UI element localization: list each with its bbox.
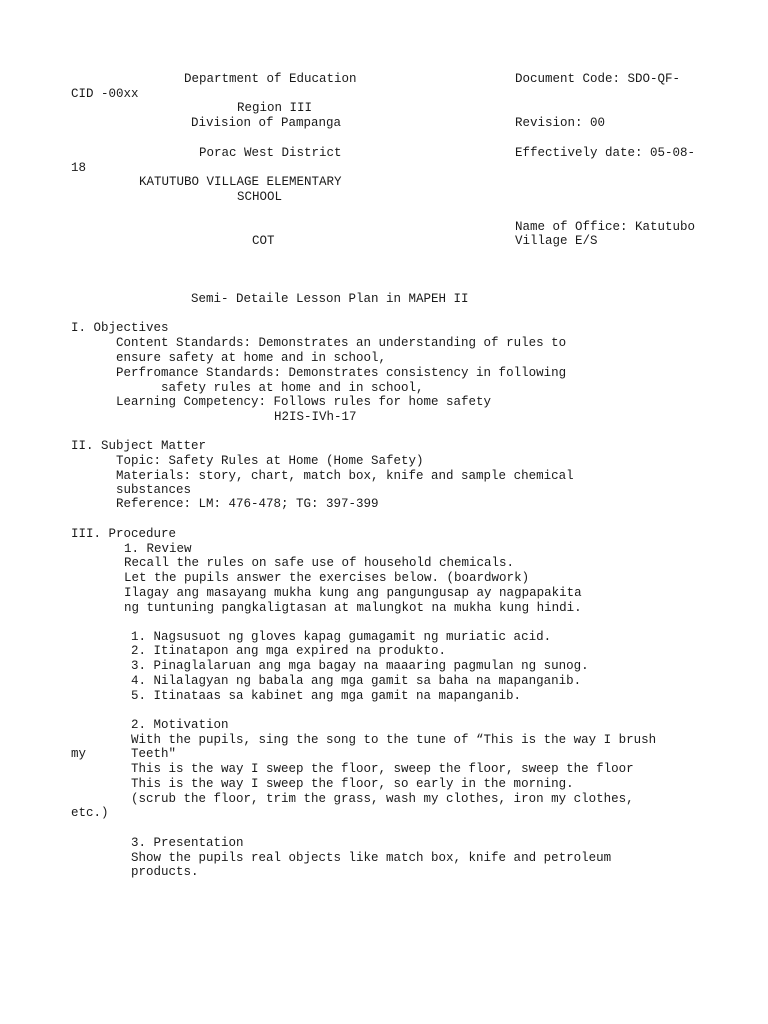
office-name: Name of Office: Katutubo [515,220,696,234]
materials-continued: substances [116,483,192,497]
motivation-line: (scrub the floor, trim the grass, wash my clothes, iron my clothes, [131,792,634,806]
objectives-heading: I. Objectives [71,321,169,335]
subject-matter-heading: II. Subject Matter [71,439,207,453]
presentation-line: Show the pupils real objects like match box, knife and petroleum [131,851,612,865]
division: Division of Pampanga [191,116,342,130]
motivation-line: With the pupils, sing the song to the tune of “This is the way I brush [131,733,657,747]
motivation-line-fragment: my [71,747,87,761]
cot-label: COT [252,234,275,248]
topic: Topic: Safety Rules at Home (Home Safety) [116,454,424,468]
school-name-continued: SCHOOL [237,190,283,204]
document-title: Semi- Detaile Lesson Plan in MAPEH II [191,292,469,306]
motivation-line: Teeth" [131,747,177,761]
department-name: Department of Education [184,72,357,86]
region: Region III [237,101,313,115]
review-item: 1. Nagsusuot ng gloves kapag gumagamit ng muriatic acid. [131,630,552,644]
competency-code: H2IS-IVh-17 [274,410,357,424]
content-standards: Content Standards: Demonstrates an understanding of rules to [116,336,567,350]
review-item: 3. Pinaglalaruan ang mga bagay na maaaring pagmulan ng sunog. [131,659,589,673]
school-name: KATUTUBO VILLAGE ELEMENTARY [139,175,342,189]
revision: Revision: 00 [515,116,606,130]
content-standards-continued: ensure safety at home and in school, [116,351,387,365]
review-item: 5. Itinataas sa kabinet ang mga gamit na mapanganib. [131,689,522,703]
review-heading: 1. Review [124,542,192,556]
motivation-line: This is the way I sweep the floor, sweep the floor, sweep the floor [131,762,634,776]
learning-competency: Learning Competency: Follows rules for home safety [116,395,492,409]
motivation-line-fragment: etc.) [71,806,109,820]
reference: Reference: LM: 476-478; TG: 397-399 [116,497,379,511]
presentation-heading: 3. Presentation [131,836,244,850]
effective-date-continued: 18 [71,161,87,175]
district: Porac West District [199,146,342,160]
motivation-line: This is the way I sweep the floor, so early in the morning. [131,777,574,791]
review-item: 2. Itinatapon ang mga expired na produkto. [131,644,447,658]
document-code: Document Code: SDO-QF- [515,72,681,86]
performance-standards-continued: safety rules at home and in school, [161,381,424,395]
review-item: 4. Nilalagyan ng babala ang mga gamit sa baha na mapanganib. [131,674,582,688]
review-line: ng tuntuning pangkaligtasan at malungkot na mukha kung hindi. [124,601,582,615]
materials: Materials: story, chart, match box, knife and sample chemical [116,469,574,483]
office-name-continued: Village E/S [515,234,598,248]
procedure-heading: III. Procedure [71,527,177,541]
review-line: Recall the rules on safe use of household chemicals. [124,556,515,570]
effective-date: Effectively date: 05-08- [515,146,696,160]
review-line: Ilagay ang masayang mukha kung ang pangungusap ay nagpapakita [124,586,582,600]
performance-standards: Perfromance Standards: Demonstrates consistency in following [116,366,567,380]
motivation-heading: 2. Motivation [131,718,229,732]
cid-code: CID -00xx [71,87,139,101]
review-line: Let the pupils answer the exercises below. (boardwork) [124,571,530,585]
presentation-line: products. [131,865,199,879]
